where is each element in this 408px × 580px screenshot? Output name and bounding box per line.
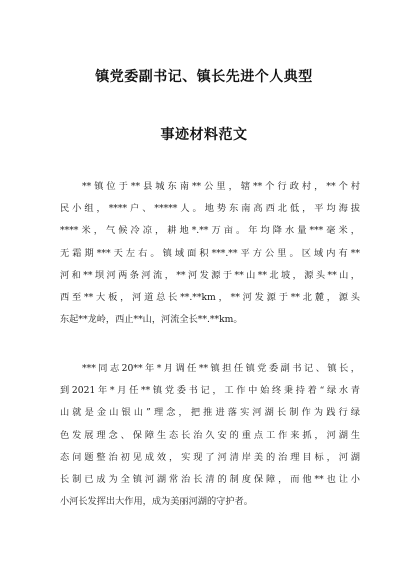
paragraph-line: 山就是金山银山”理念，把推进落实河湖长制作为践行绿 (60, 407, 360, 419)
paragraph-line: 西至**大板，河道总长**.**km，**河发源于**北麓，源头 (60, 291, 360, 303)
paragraph-line: **镇位于**县城东南**公里，辖**个行政村，**个村 (82, 181, 360, 192)
document-title-line-2: 事迹材料范文 (160, 127, 248, 143)
paragraph-line: 长制已成为全镇河湖常治长清的制度保障，而他**也让小 (60, 473, 360, 485)
document-title-line-1: 镇党委副书记、镇长先进个人典型 (95, 69, 313, 85)
paragraph-line: 东起**龙岭，西止**山，河流全长**.**km。 (60, 314, 243, 326)
paragraph-line: 态问题整治初见成效，实现了河清岸美的治理目标，河湖 (60, 451, 360, 463)
paragraph-line: 河和**坝河两条河流，**河发源于**山**北坡，源头**山， (60, 269, 360, 281)
paragraph-line: 无霜期***天左右。镇域面积***.**平方公里。区域内有** (60, 247, 360, 259)
paragraph-town-overview (60, 176, 360, 331)
paragraph-line: 民小组，****户、*****人。地势东南高西北低，平均海拔 (60, 203, 360, 215)
paragraph-line: ***同志20**年*月调任**镇担任镇党委副书记、镇长， (82, 363, 360, 374)
paragraph-line: 到2021年*月任**镇党委书记，工作中始终秉持着“绿水青 (60, 385, 360, 397)
paragraph-line: ****米，气候冷凉，耕地*.**万亩。年均降水量***毫米， (60, 225, 360, 237)
paragraph-line: 小河长发挥出大作用，成为美丽河湖的守护者。 (60, 496, 253, 508)
paragraph-line: 色发展理念、保障生态长治久安的重点工作来抓，河湖生 (60, 429, 360, 441)
paragraph-person-deeds (60, 358, 360, 513)
